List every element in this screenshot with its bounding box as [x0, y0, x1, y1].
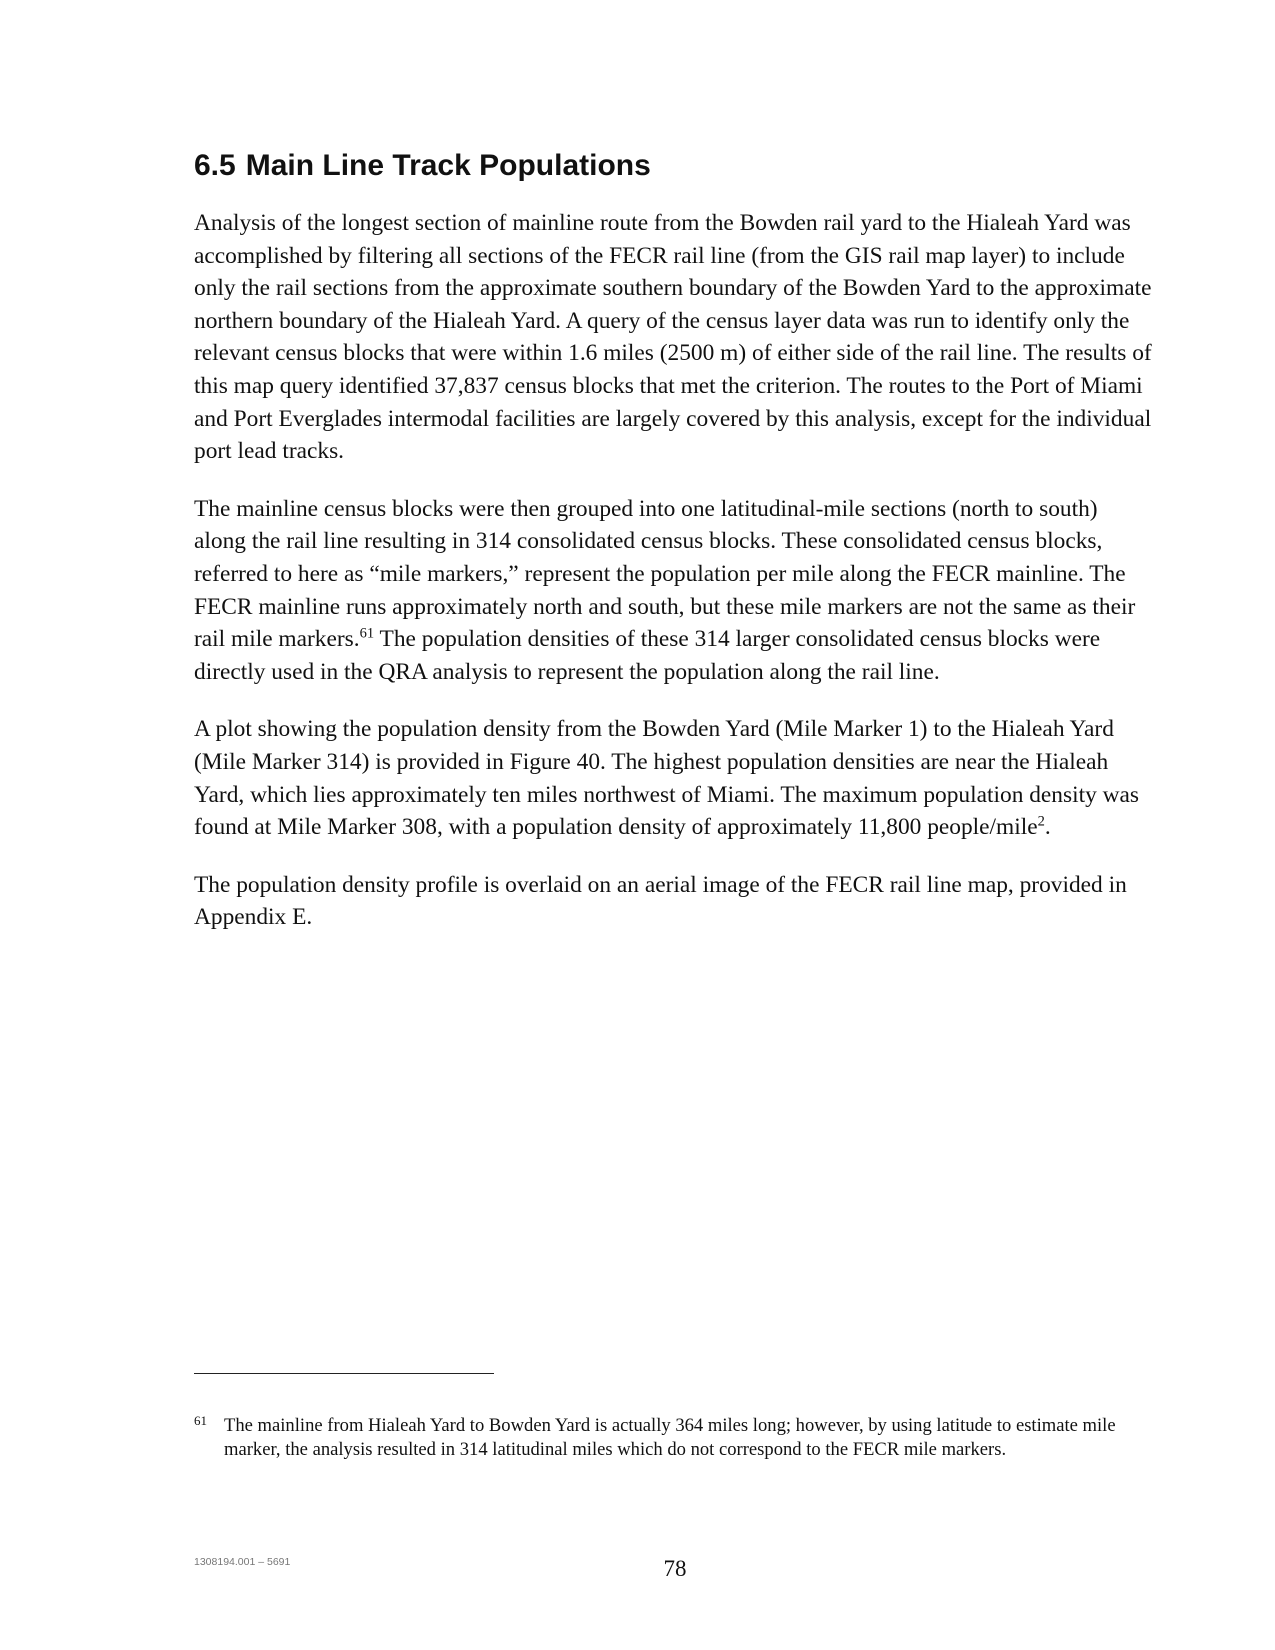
footnote-separator: [194, 1373, 494, 1374]
footnote: [194, 1414, 1154, 1461]
footnote-reference[interactable]: 61: [359, 625, 375, 642]
section-title: Main Line Track Populations: [245, 149, 651, 182]
paragraph-2-text-a: The mainline census blocks were then grouped into one latitudinal-mile sections (north to south) along the rail line resulting in 314 consolidated census blocks. These consolidated census blocks, referred to here as “mile markers,” represent the population per mile along the FECR mainline. The FECR mainline runs approximately north and south, but these mile markers are not the same as their rail mile markers.: [194, 495, 1136, 653]
document-id: 1308194.001 – 5691: [194, 1556, 291, 1568]
section-heading: [194, 146, 651, 186]
page-number: 78: [663, 1556, 687, 1581]
paragraph-4: The population density profile is overlaid on an aerial image of the FECR rail line map, provided in Appendix E.: [194, 871, 1127, 931]
paragraph-3: [194, 713, 1154, 843]
superscript-exponent: 2: [1037, 813, 1045, 830]
section-number: 6.5: [194, 149, 236, 182]
paragraph-3-text-a: A plot showing the population density from the Bowden Yard (Mile Marker 1) to the Hialeah Yard (Mile Marker 314) is provided in Figure 40. The highest population densities are near the Hialeah Yard, which lies approximately ten miles northwest of Miami. The maximum population density was found at Mile Marker 308, with a population density of approximately 11,800 people/mile: [194, 716, 1140, 841]
footnote-mark: 61: [194, 1413, 207, 1428]
paragraph-2-text-b: The population densities of these 314 larger consolidated census blocks were directly used in the QRA analysis to represent the population along the rail line.: [194, 626, 1101, 685]
paragraph-1: Analysis of the longest section of mainline route from the Bowden rail yard to the Hialeah Yard was accomplished by filtering all sections of the FECR rail line (from the GIS rail map layer) to include only the rail sections from the approximate southern boundary of the Bowden Yard to the approximate northern boundary of the Hialeah Yard. A query of the census layer data was run to identify only the relevant census blocks that were within 1.6 miles (2500 m) of either side of the rail line. The results of this map query identified 37,837 census blocks that met the criterion. The routes to the Port of Miami and Port Everglades intermodal facilities are largely covered by this analysis, except for the individual port lead tracks.: [194, 210, 1152, 465]
paragraph-2: [194, 493, 1154, 689]
footnote-text: The mainline from Hialeah Yard to Bowden Yard is actually 364 miles long; however, by using latitude to estimate mile marker, the analysis resulted in 314 latitudinal miles which do not correspond to the FECR mile markers.: [224, 1415, 1116, 1460]
body-text: [194, 207, 1154, 959]
paragraph-3-text-b: .: [1044, 814, 1051, 841]
